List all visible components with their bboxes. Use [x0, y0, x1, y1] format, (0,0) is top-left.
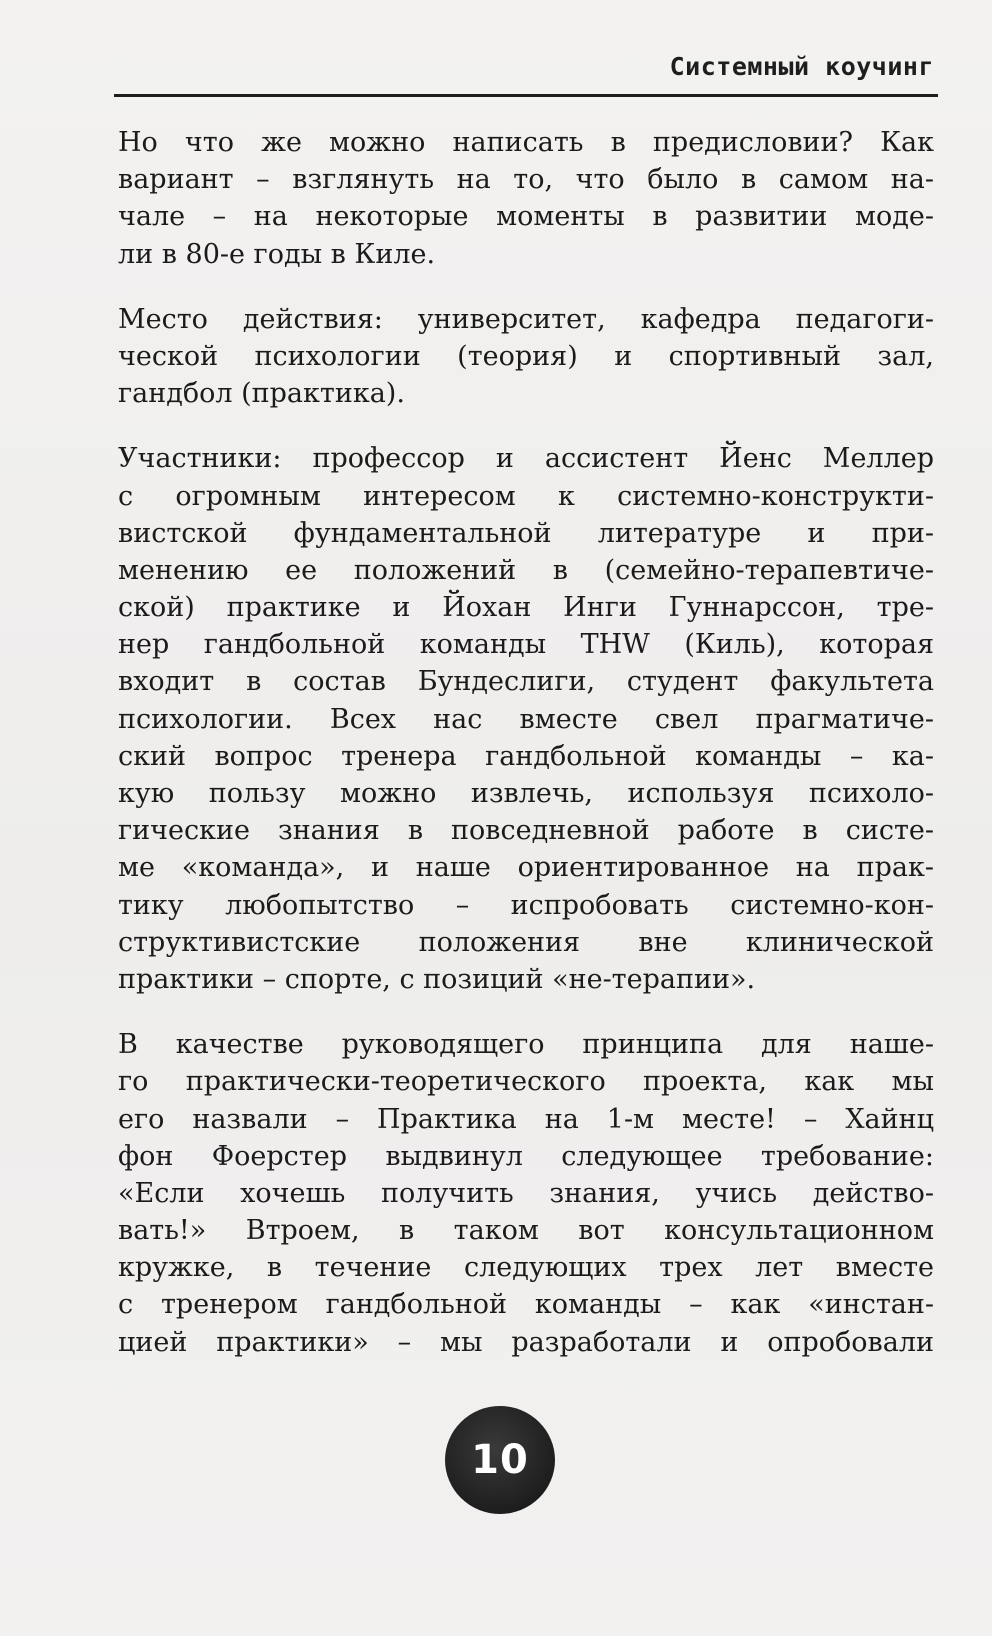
text-line: Участники: профессор и ассистент Йенс Меллер	[118, 443, 934, 475]
text-line: менению ее положений в (семейно-терапевтиче-	[118, 554, 934, 586]
text-line: гические знания в повседневной работе в систе-	[118, 815, 934, 847]
text-line: практики – спорте, с позиций «не-терапии».	[118, 963, 756, 995]
text-line: кружке, в течение следующих трех лет вместе	[118, 1252, 934, 1284]
text-line: Но что же можно написать в предисловии? Как	[118, 127, 934, 158]
text-line: кую пользу можно извлечь, используя психоло-	[118, 778, 934, 809]
text-line: гандбол (практика).	[118, 378, 405, 410]
body-text	[118, 124, 934, 1389]
text-line: чале – на некоторые моменты в развитии моде-	[118, 201, 934, 233]
text-line: ский вопрос тренера гандбольной команды – ка-	[118, 740, 934, 772]
text-line: вистской фундаментальной литературе и при-	[118, 517, 934, 549]
text-line: ской) практике и Йохан Инги Гуннарссон, тре-	[118, 592, 934, 624]
text-line: психологии. Всех нас вместе свел прагматиче-	[118, 703, 934, 735]
text-line: Место действия: университет, кафедра педагоги-	[118, 303, 934, 335]
text-line: вать!» Втроем, в таком вот консультационном	[118, 1215, 934, 1247]
text-line: тику любопытство – испробовать системно-кон-	[118, 889, 934, 921]
text-line: его назвали – Практика на 1-м месте! – Хайнц	[118, 1103, 934, 1135]
text-line: с тренером гандбольной команды – как «инстан-	[118, 1289, 934, 1321]
text-line: входит в состав Бундеслиги, студент факультета	[118, 666, 934, 698]
paragraph	[118, 1026, 934, 1361]
text-line: го практически-теоретического проекта, как мы	[118, 1066, 934, 1098]
text-line: «Если хочешь получить знания, учись действо-	[118, 1177, 934, 1209]
text-line: фон Фоерстер выдвинул следующее требование:	[118, 1140, 934, 1172]
text-line: структивистские положения вне клинической	[118, 926, 934, 958]
text-line: вариант – взглянуть на то, что было в самом на-	[118, 164, 934, 196]
text-line: нер гандбольной команды THW (Киль), которая	[118, 629, 934, 661]
running-head: Системный коучинг	[669, 52, 934, 81]
text-line: В качестве руководящего принципа для наше-	[118, 1029, 934, 1061]
page-number-badge	[445, 1406, 555, 1514]
page-number: 10	[471, 1437, 529, 1483]
header-rule	[114, 94, 938, 97]
text-line: ли в 80-е годы в Киле.	[118, 238, 436, 270]
text-line: ческой психологии (теория) и спортивный зал,	[118, 340, 934, 372]
paragraph	[118, 301, 934, 413]
text-line: цией практики» – мы разработали и опробовали	[118, 1326, 934, 1358]
paragraph	[118, 440, 934, 998]
text-line: ме «команда», и наше ориентированное на прак-	[118, 852, 934, 884]
paragraph	[118, 124, 934, 273]
text-line: с огромным интересом к системно-конструкти-	[118, 480, 934, 512]
